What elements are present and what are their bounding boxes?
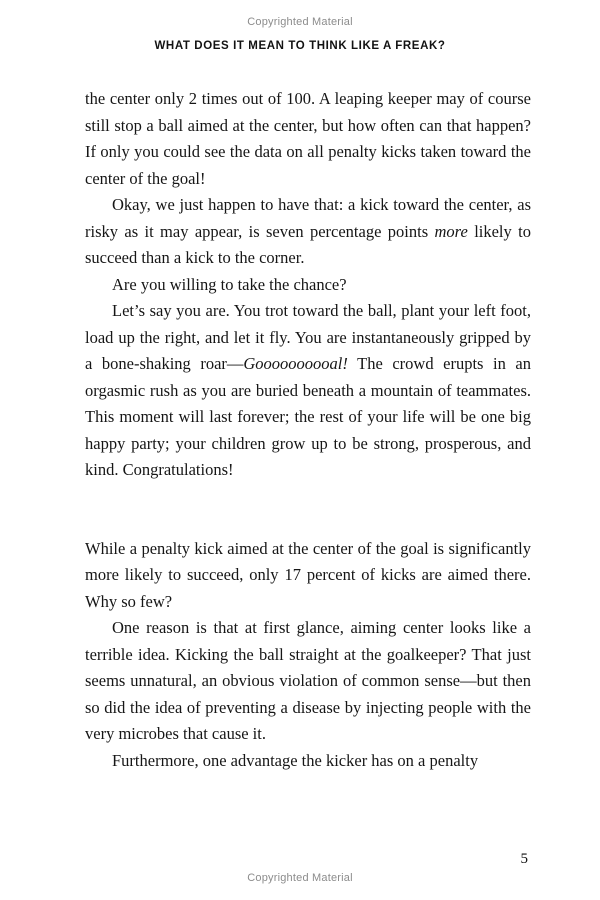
paragraph (85, 615, 531, 748)
paragraph (85, 298, 531, 484)
text-run: One reason is that at first glance, aiming center looks like a terrible idea. Kicking the ball straight at the goalkeeper? That just seems unnatural, an obvious violation of common sense—but then so did the idea of preventing a disease by injecting people with the very microbes that cause it. (85, 618, 531, 743)
text-section (85, 86, 531, 484)
paragraph (85, 536, 531, 616)
text-section (85, 536, 531, 775)
text-run: Are you willing to take the chance? (112, 274, 347, 294)
italic-text-run: Goooooooooal! (243, 354, 348, 373)
text-run: Let’s say you are. You trot toward the ball, plant your left foot, load up the right, and let it fly. You are instantaneously gripped by a bone-shaking roar— (85, 301, 531, 373)
paragraph (85, 748, 531, 775)
copyright-notice-top: Copyrighted Material (247, 16, 353, 28)
copyright-notice-bottom: Copyrighted Material (247, 872, 353, 884)
page-number: 5 (520, 851, 528, 867)
text-run: likely to succeed than a kick to the corner. (85, 221, 531, 267)
paragraph (85, 192, 531, 272)
text-run: Furthermore, one advantage the kicker has on a penalty (112, 750, 479, 770)
italic-text-run: more (434, 221, 468, 241)
text-run: the center only 2 times out of 100. A leaping keeper may of course still stop a ball aimed at the center, but how often can that happen? If only you could see the data on all penalty kicks taken toward the center of the goal! (85, 89, 531, 188)
running-header: WHAT DOES IT MEAN TO THINK LIKE A FREAK? (154, 40, 446, 52)
text-run: Okay, we just happen to have that: a kick toward the center, as risky as it may appear, is seven percentage points (85, 195, 531, 241)
paragraph (85, 86, 531, 192)
text-run: While a penalty kick aimed at the center of the goal is significantly more likely to succeed, only 17 percent of kicks are aimed there. Why so few? (85, 538, 531, 611)
page-body (85, 86, 531, 774)
text-run: The crowd erupts in an orgasmic rush as you are buried beneath a mountain of teammates. This moment will last forever; the rest of your life will be one big happy party; your children grow up to be strong, prosperous, and kind. Congratulations! (85, 354, 531, 479)
paragraph (85, 272, 531, 299)
